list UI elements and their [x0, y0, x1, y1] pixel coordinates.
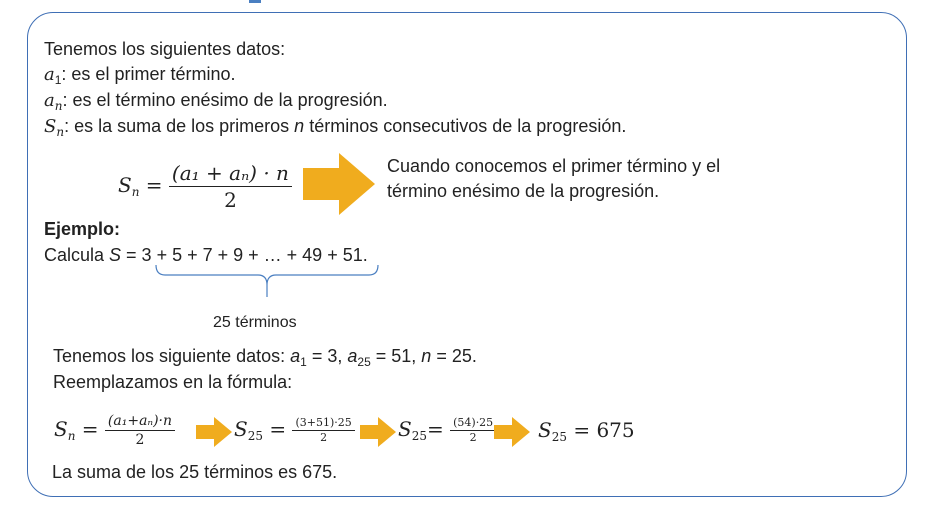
step3-num: (54)·25	[450, 416, 496, 431]
a1-symbol: a	[44, 64, 55, 85]
data-a25-sub: 25	[357, 355, 371, 369]
prompt-var: S	[109, 245, 122, 265]
data-a1-sym: a	[290, 346, 301, 366]
step3-sub: 25	[411, 429, 427, 443]
formula-equals: =	[145, 173, 163, 197]
step3-fraction	[450, 416, 496, 445]
step2-fraction	[292, 416, 354, 445]
main-formula	[118, 160, 292, 213]
data-a25-sym: a	[347, 346, 358, 366]
step2-sub: 25	[247, 429, 263, 443]
top-accent-mark	[249, 0, 261, 3]
step-1	[54, 412, 175, 449]
example-heading: Ejemplo:	[44, 219, 121, 239]
replace-text: Reemplazamos en la fórmula:	[53, 372, 293, 392]
step3-lhs: S	[398, 417, 412, 441]
formula-numerator: (a₁ + aₙ) · n	[169, 160, 292, 187]
conclusion: La suma de los 25 términos es 675.	[52, 462, 338, 482]
a1-text: : es el primer término.	[61, 64, 236, 84]
sn-symbol: S	[44, 116, 57, 137]
an-text: : es el término enésimo de la progresión.	[62, 90, 388, 110]
step3-eq: =	[426, 417, 444, 441]
formula-denominator: 2	[224, 188, 237, 212]
formula-description-line2: término enésimo de la progresión.	[387, 181, 660, 201]
step2-lhs: S	[234, 417, 248, 441]
step4-lhs: S	[538, 418, 552, 442]
step1-lhs: S	[54, 417, 68, 441]
sn-sub: n	[56, 125, 65, 139]
def-an	[44, 89, 388, 117]
an-symbol: a	[44, 90, 55, 111]
sn-text-after: términos consecutivos de la progresión.	[304, 116, 627, 136]
formula-lhs-sub: n	[131, 185, 140, 199]
step4-result: = 675	[573, 418, 635, 442]
a1-sub: 1	[54, 73, 62, 87]
step1-den: 2	[135, 432, 145, 448]
prompt-after: = 3 + 5 + 7 + 9 + … + 49 + 51.	[121, 245, 368, 265]
step2-eq: =	[269, 417, 287, 441]
step1-num: (a₁+aₙ)·n	[105, 412, 175, 431]
def-sn	[44, 115, 626, 143]
def-a1	[44, 63, 235, 91]
prompt-before: Calcula	[44, 245, 110, 265]
example-data	[53, 345, 477, 373]
step-2	[234, 416, 355, 448]
data-before: Tenemos los siguiente datos:	[53, 346, 291, 366]
step1-eq: =	[81, 417, 99, 441]
formula-fraction	[169, 160, 292, 213]
data-n-val: = 25.	[431, 346, 477, 366]
sn-n: n	[294, 116, 305, 136]
sn-text-before: : es la suma de los primeros	[64, 116, 295, 136]
step-4	[538, 418, 635, 449]
brace-label: 25 términos	[213, 314, 297, 331]
step-3	[398, 416, 496, 448]
step2-den: 2	[320, 431, 328, 444]
formula-lhs: S	[118, 173, 132, 197]
arrow-right-icon	[360, 417, 396, 447]
intro-heading: Tenemos los siguientes datos:	[44, 39, 286, 59]
data-n-sym: n	[421, 346, 432, 366]
underbrace	[155, 263, 380, 299]
data-a25-val: = 51,	[370, 346, 422, 366]
data-a1-sub: 1	[300, 355, 307, 369]
formula-description-line1: Cuando conocemos el primer término y el	[387, 156, 721, 176]
data-a1-val: = 3,	[306, 346, 348, 366]
arrow-right-icon	[494, 417, 530, 447]
step3-den: 2	[469, 431, 477, 444]
step4-sub: 25	[551, 430, 567, 444]
step1-fraction	[105, 412, 175, 449]
arrow-right-icon	[303, 153, 375, 215]
step1-sub: n	[67, 429, 76, 443]
step2-num: (3+51)·25	[292, 416, 354, 431]
arrow-right-icon	[196, 417, 232, 447]
an-sub: n	[54, 99, 63, 113]
